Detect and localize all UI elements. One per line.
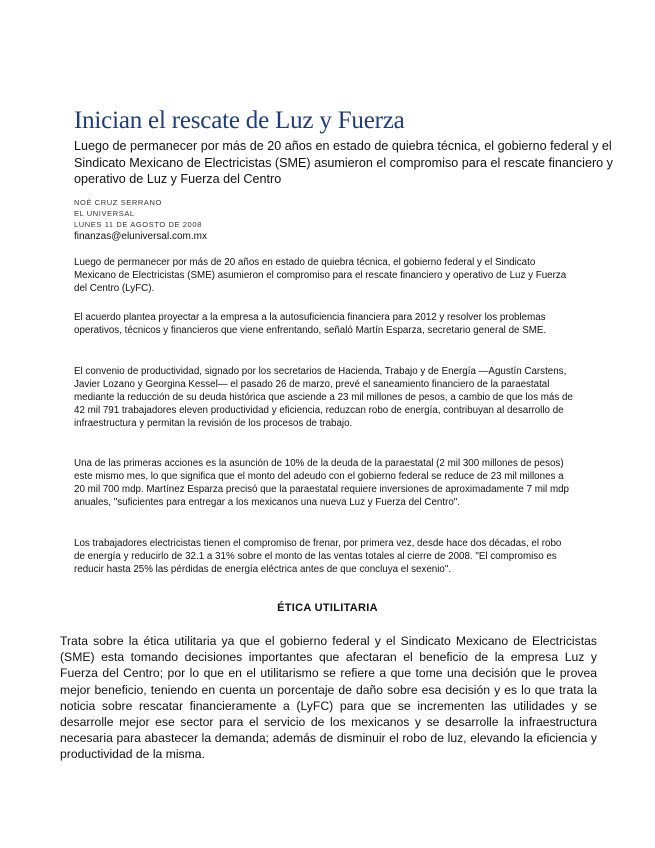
analysis-body: Trata sobre la ética utilitaria ya que el gobierno federal y el Sindicato Mexicano de Electricistas (SME) esta tomando decisiones importantes que afectaran el beneficio de la empresa Luz y Fuerza del Centro; por lo que en el utilitarismo se refiere a que tome una decisión que le provea mejor beneficio, teniendo en cuenta un porcentaje de daño sobre esa decisión y es lo que trata la noticia sobre rescatar financieramente a (LyFC) para que se incrementen las utilidades y se desarrolle mejor ese sector para el servicio de los mexicanos y se desarrolle la infraestructura necesaria para abastecer la demanda; además de disminuir el robo de luz, elevando la eficiencia y productividad de la misma. [60,634,597,762]
analysis-title: ÉTICA UTILITARIA [277,602,378,614]
article-paragraph: Los trabajadores electricistas tienen el compromiso de frenar, por primera vez, desde hace dos décadas, el robo de energía y reducirlo de 32.1 a 31% sobre el monto de las ventas totales al cierre de 2008. "El compromiso es reducir hasta 25% las pérdidas de energía eléctrica antes de que concluya el sexenio". [74,538,562,575]
headline: Inician el rescate de Luz y Fuerza [74,107,405,134]
byline-author: NOÉ CRUZ SERRANO [74,198,162,207]
subheadline: Luego de permanecer por más de 20 años en estado de quiebra técnica, el gobierno federal y el Sindicato Mexicano de Electricistas (SME) asumieron el compromiso para el rescate financiero y operativo de Luz y Fuerza del Centro [74,139,613,186]
article-paragraph: Luego de permanecer por más de 20 años en estado de quiebra técnica, el gobierno federal y el Sindicato Mexicano de Electricistas (SME) asumieron el compromiso para el rescate financiero y operativo de Luz y Fuerza del Centro (LyFC). [74,257,567,294]
byline-outlet: EL UNIVERSAL [74,209,135,218]
article-paragraph: El acuerdo plantea proyectar a la empresa a la autosuficiencia financiera para 2012 y resolver los problemas operativos, técnicos y financieros que viene enfrentando, señaló Martín Esparza, secretario general de SME. [74,312,547,336]
byline [74,197,207,243]
byline-date: LUNES 11 DE AGOSTO DE 2008 [74,220,202,229]
article-paragraph: El convenio de productividad, signado por los secretarios de Hacienda, Trabajo y de Energía —Agustín Carstens, Javier Lozano y Georgina Kessel— el pasado 26 de marzo, prevé el saneamiento financiero de la paraestatal mediante la reducción de su deuda histórica que asciende a 23 mil millones de pesos, a cambio de que los más de 42 mil 791 trabajadores eleven productividad y eficiencia, reduzcan robo de energía, contribuyan al desarrollo de infraestructura y permitan la revisión de los procesos de trabajo. [74,366,573,429]
article-paragraph: Una de las primeras acciones es la asunción de 10% de la deuda de la paraestatal (2 mil 300 millones de pesos) este mismo mes, lo que significa que el monto del adeudo con el gobierno federal se reduce de 23 mil millones a 20 mil 700 mdp. Martínez Esparza precisó que la paraestatal requiere inversiones de aproximadamente 7 mil mdp anuales, "suficientes para entregar a los mexicanos una nueva Luz y Fuerza del Centro". [74,458,569,508]
byline-email: finanzas@eluniversal.com.mx [74,231,207,242]
